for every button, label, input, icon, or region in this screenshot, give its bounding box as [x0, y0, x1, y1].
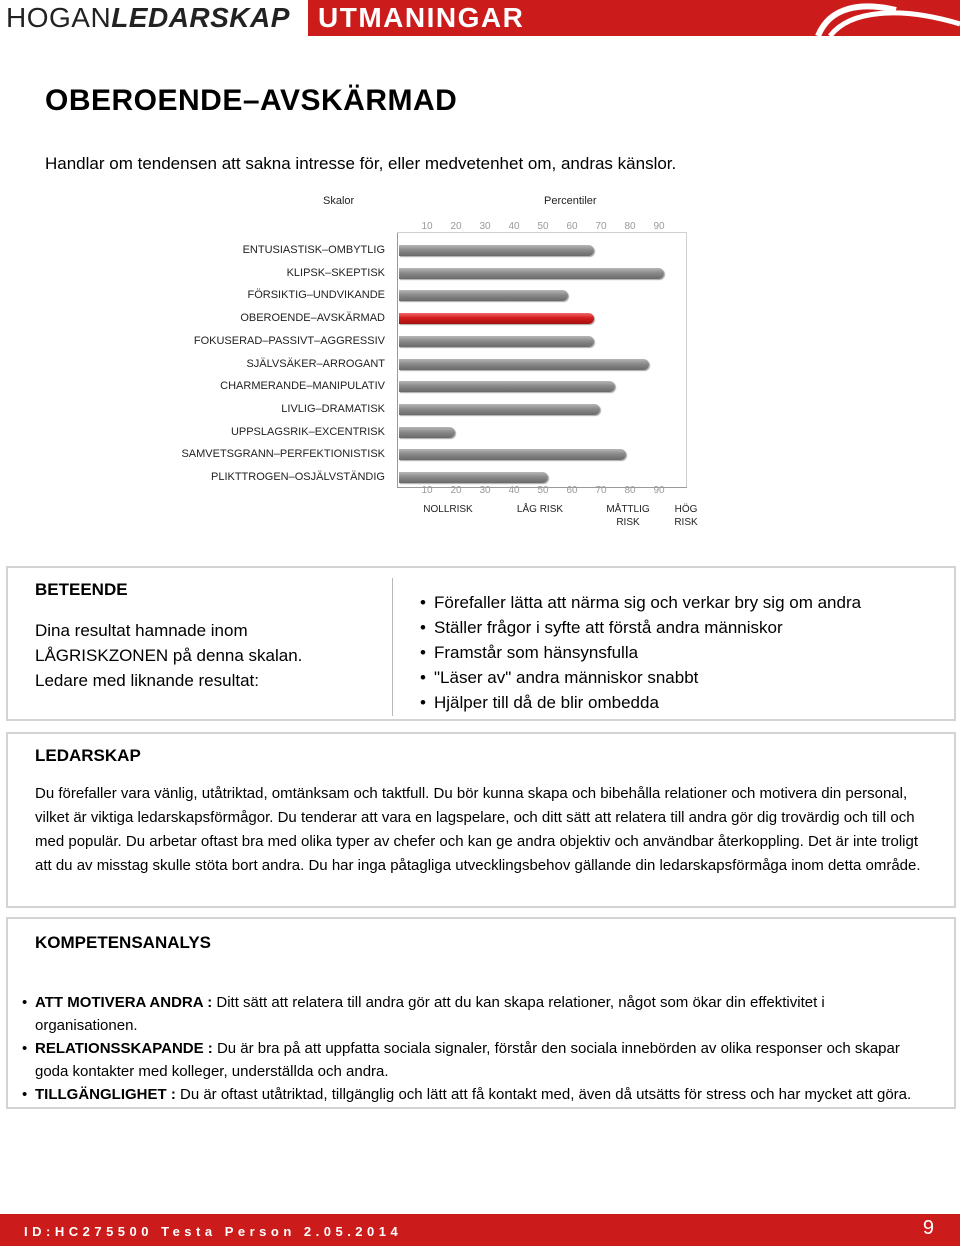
- leadership-title: LEDARSKAP: [35, 746, 141, 765]
- behavior-list: [420, 590, 861, 715]
- list-item: • Hjälper till då de blir ombedda: [420, 690, 861, 715]
- report-header: [0, 0, 960, 40]
- percentile-bar: [399, 381, 615, 392]
- brand-ledarskap: LEDARSKAP: [111, 2, 290, 33]
- competence-box: [6, 917, 956, 1109]
- competence-text: Du är bra på att uppfatta sociala signaler, förstår den sociala innebörden av olika responser och skapar goda kontakter med kolleger, underställda och andra.: [35, 1040, 900, 1080]
- scales-header: Skalor: [323, 195, 355, 207]
- brand-hogan: HOGAN: [6, 2, 112, 33]
- behavior-title: BETEENDE: [35, 580, 128, 599]
- scale-label: SJÄLVSÄKER–ARROGANT: [246, 357, 385, 370]
- competence-text: Ditt sätt att relatera till andra gör att du kan skapa relationer, något som ökar din effektivitet i organisationen.: [35, 994, 825, 1034]
- brand-logo-text: [6, 2, 290, 34]
- tick-label: 30: [479, 485, 491, 496]
- page-number: 9: [922, 1217, 934, 1239]
- zone-label-mattlig-risk: MÅTTLIG RISK: [606, 504, 650, 528]
- list-item: [35, 1083, 930, 1106]
- swoosh-logo-icon: [800, 0, 960, 40]
- percentile-bar: [399, 313, 594, 324]
- zone-label-nollrisk: NOLLRISK: [423, 504, 473, 515]
- percentile-bar: [399, 268, 664, 279]
- list-item: • Framstår som hänsynsfulla: [420, 640, 861, 665]
- tick-label: 90: [653, 221, 665, 232]
- scale-label: CHARMERANDE–MANIPULATIV: [220, 380, 385, 393]
- list-item: • Förefaller lätta att närma sig och verkar bry sig om andra: [420, 590, 861, 615]
- footer-id: ID:HC275500 Testa Person 2.05.2014: [24, 1224, 403, 1239]
- scale-label: LIVLIG–DRAMATISK: [281, 402, 385, 415]
- tick-label: 50: [537, 485, 549, 496]
- tick-label: 10: [421, 221, 433, 232]
- scale-label: OBEROENDE–AVSKÄRMAD: [240, 312, 385, 325]
- percentile-bar: [399, 404, 600, 415]
- percentile-bar: [399, 245, 594, 256]
- behavior-result-text: Dina resultat hamnade inom LÅGRISKZONEN på denna skalan.: [35, 621, 303, 665]
- tick-label: 50: [537, 221, 549, 232]
- scale-label: FOKUSERAD–PASSIVT–AGGRESSIV: [193, 334, 385, 347]
- tick-label: 10: [421, 485, 433, 496]
- brand-utmaningar: UTMANINGAR: [318, 2, 525, 33]
- percentiles-header: Percentiler: [544, 195, 597, 207]
- competence-label: ATT MOTIVERA ANDRA :: [35, 994, 213, 1011]
- competence-text: Du är oftast utåtriktad, tillgänglig och lätt att få kontakt med, även då utsätts för stress och har mycket att göra.: [175, 1086, 912, 1103]
- tick-label: 40: [508, 485, 520, 496]
- scale-label: SAMVETSGRANN–PERFEKTIONISTISK: [181, 448, 385, 461]
- plot-area: [397, 232, 687, 488]
- leadership-box: [6, 732, 956, 908]
- tick-label: 80: [624, 221, 636, 232]
- tick-label: 70: [595, 221, 607, 232]
- scale-label: PLIKTTROGEN–OSJÄLVSTÄNDIG: [210, 471, 385, 483]
- tick-label: 70: [595, 485, 607, 496]
- competence-label: TILLGÄNGLIGHET :: [35, 1086, 176, 1103]
- page-title: OBEROENDE–AVSKÄRMAD: [45, 84, 458, 117]
- percentile-bar: [399, 290, 568, 301]
- scale-label: KLIPSK–SKEPTISK: [286, 266, 385, 279]
- list-item: • "Läser av" andra människor snabbt: [420, 665, 861, 690]
- percentile-bar: [399, 472, 548, 483]
- tick-label: 90: [653, 485, 665, 496]
- percentile-bar: [399, 359, 649, 370]
- tick-label: 40: [508, 221, 520, 232]
- zone-label-lag-risk: LÅG RISK: [516, 504, 564, 515]
- report-footer: [0, 1214, 960, 1246]
- tick-label: 60: [566, 485, 578, 496]
- page-description: Handlar om tendensen att sakna intresse för, eller medvetenhet om, andras känslor.: [45, 154, 677, 173]
- percentile-bar: [399, 336, 594, 347]
- scale-label: UPPSLAGSRIK–EXCENTRISK: [230, 425, 385, 438]
- competence-label: RELATIONSSKAPANDE :: [35, 1040, 213, 1057]
- list-item: [35, 991, 930, 1037]
- scale-label: FÖRSIKTIG–UNDVIKANDE: [247, 289, 385, 302]
- tick-label: 30: [479, 221, 491, 232]
- behavior-summary: [35, 618, 355, 693]
- tick-label: 60: [566, 221, 578, 232]
- tick-label: 20: [450, 485, 462, 496]
- leadership-text: Du förefaller vara vänlig, utåtriktad, omtänksam och taktfull. Du bör kunna skapa och bibehålla relationer och motivera din personal, vilket är viktiga ledarskapsförmågor. Du tenderar att vara en lagspelare, och ditt sätt att relatera till andra gör dig trovärdig och till och med populär. Du arbetar oftast bra med olika typer av chefer och kan ge andra objektiv och användbar återkoppling. Det är inte troligt att du av misstag skulle stöta bort andra. Du har inga påtagliga utvecklingsbehov gällande din ledarskapsförmåga inom detta område.: [35, 785, 921, 874]
- scale-label: ENTUSIASTISK–OMBYTLIG: [242, 244, 385, 256]
- competence-list: [35, 991, 930, 1106]
- behavior-leaders-text: Ledare med liknande resultat:: [35, 671, 259, 690]
- list-item: [35, 1037, 930, 1083]
- percentile-bar: [399, 449, 626, 460]
- list-item: • Ställer frågor i syfte att förstå andra människor: [420, 615, 861, 640]
- competence-title: KOMPETENSANALYS: [35, 933, 212, 952]
- percentile-bar: [399, 427, 455, 438]
- divider: [392, 578, 393, 716]
- tick-label: 20: [450, 221, 462, 232]
- behavior-box: [6, 566, 956, 721]
- tick-label: 80: [624, 485, 636, 496]
- zone-label-hog-risk: HÖG RISK: [674, 504, 698, 528]
- percentile-chart: [0, 190, 960, 540]
